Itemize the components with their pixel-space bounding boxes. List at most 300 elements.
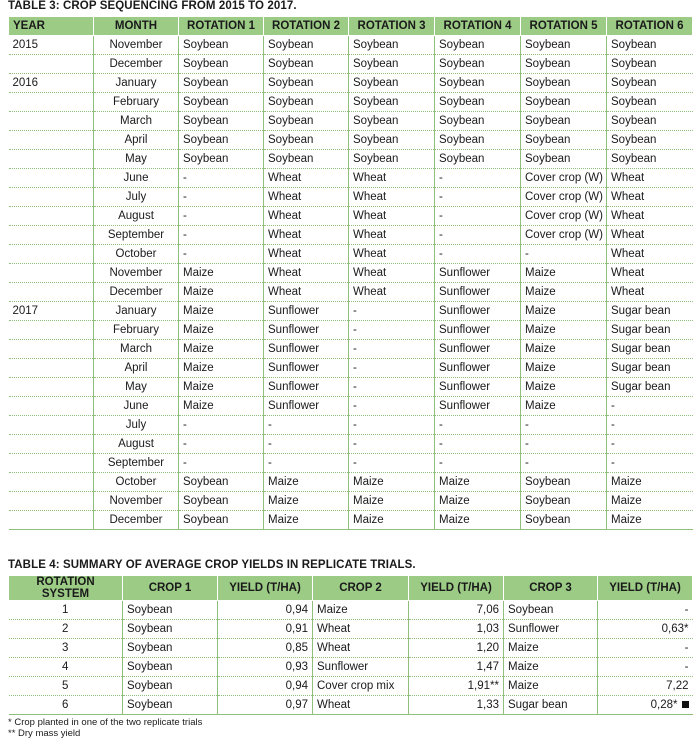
table-cell: Soybean <box>435 150 521 169</box>
table-cell: June <box>94 397 179 416</box>
table-cell: Wheat <box>264 188 349 207</box>
table-cell <box>504 658 598 677</box>
crop-yields-table <box>8 575 693 715</box>
table-cell: Maize <box>179 359 264 378</box>
table-cell: Wheat <box>607 169 693 188</box>
table-cell: - <box>607 416 693 435</box>
table-cell: Soybean <box>349 131 435 150</box>
cell-value: Soybean <box>127 661 173 673</box>
table-cell: - <box>349 302 435 321</box>
table-cell <box>9 188 94 207</box>
table-cell: - <box>264 454 349 473</box>
table-cell: Soybean <box>521 492 607 511</box>
table-cell: June <box>94 169 179 188</box>
cell-value: 5 <box>62 680 69 692</box>
table-cell: Sunflower <box>264 321 349 340</box>
table-cell <box>9 639 123 658</box>
table-cell: - <box>435 454 521 473</box>
column-header: YIELD (T/HA) <box>218 576 313 601</box>
table-cell: March <box>94 112 179 131</box>
table-cell: Wheat <box>264 226 349 245</box>
table-cell: Soybean <box>607 150 693 169</box>
table-cell <box>123 658 218 677</box>
cell-value: Sugar bean <box>508 699 568 711</box>
table-row <box>9 340 693 359</box>
table-cell: Soybean <box>179 150 264 169</box>
table-cell: March <box>94 340 179 359</box>
cell-value: 3 <box>62 642 69 654</box>
table-cell: Maize <box>521 397 607 416</box>
table-cell <box>598 696 693 715</box>
table-cell: Soybean <box>521 131 607 150</box>
cell-value: 1,91** <box>467 680 499 692</box>
table-cell <box>218 620 313 639</box>
table-cell: Maize <box>521 264 607 283</box>
table-cell: January <box>94 302 179 321</box>
table-cell <box>9 131 94 150</box>
table-cell: Sunflower <box>435 264 521 283</box>
table-row <box>9 696 693 715</box>
table-cell: Soybean <box>521 93 607 112</box>
table-cell: Soybean <box>607 93 693 112</box>
table-cell: - <box>264 435 349 454</box>
table-cell: - <box>179 454 264 473</box>
table-cell: Soybean <box>264 131 349 150</box>
table-cell: - <box>607 397 693 416</box>
table-row <box>9 93 693 112</box>
table-cell: Maize <box>264 473 349 492</box>
table-cell <box>9 378 94 397</box>
table-row <box>9 321 693 340</box>
table-cell <box>9 416 94 435</box>
table-cell: Maize <box>264 511 349 530</box>
table-row <box>9 169 693 188</box>
table-cell: August <box>94 435 179 454</box>
table-cell: Wheat <box>264 264 349 283</box>
table-row <box>9 677 693 696</box>
cell-value: 1,33 <box>476 699 499 711</box>
table-cell: Maize <box>521 283 607 302</box>
table-cell: Maize <box>607 511 693 530</box>
table-cell <box>313 639 409 658</box>
table-cell <box>9 93 94 112</box>
table-cell: Soybean <box>521 112 607 131</box>
table-3-caption: TABLE 3: CROP SEQUENCING FROM 2015 TO 2017. <box>8 0 297 12</box>
table-cell: Wheat <box>349 264 435 283</box>
cell-value: Maize <box>508 680 539 692</box>
table-cell <box>598 658 693 677</box>
table-cell <box>598 677 693 696</box>
table-cell: Maize <box>521 340 607 359</box>
table-cell <box>313 677 409 696</box>
table-cell <box>9 397 94 416</box>
table-cell: 2015 <box>9 36 94 55</box>
cell-value: - <box>684 604 689 616</box>
table-cell <box>9 226 94 245</box>
cell-value: 6 <box>62 699 69 711</box>
cell-value: 0,97 <box>285 699 308 711</box>
table-row <box>9 131 693 150</box>
table-cell: Wheat <box>349 169 435 188</box>
table-row <box>9 283 693 302</box>
table-cell: December <box>94 55 179 74</box>
table-cell <box>9 264 94 283</box>
table-cell: Soybean <box>435 55 521 74</box>
table-cell: Soybean <box>179 131 264 150</box>
table-cell: Sunflower <box>435 378 521 397</box>
table-cell: Maize <box>179 283 264 302</box>
cell-value: 1 <box>62 604 69 616</box>
cell-value: Sunflower <box>508 623 560 635</box>
table-cell: - <box>179 435 264 454</box>
table-cell: October <box>94 245 179 264</box>
column-header: CROP 2 <box>313 576 409 601</box>
footnote: ** Dry mass yield <box>8 728 81 739</box>
table-row <box>9 492 693 511</box>
table-cell: Soybean <box>607 36 693 55</box>
table-cell: Soybean <box>179 473 264 492</box>
table-cell: Wheat <box>607 245 693 264</box>
table-cell: Sugar bean <box>607 340 693 359</box>
table-cell: Wheat <box>607 207 693 226</box>
column-header: ROTATION 4 <box>435 17 521 36</box>
table-cell: Sunflower <box>435 302 521 321</box>
table-cell: - <box>521 416 607 435</box>
table-row <box>9 620 693 639</box>
table-row <box>9 473 693 492</box>
cell-value: 0,94 <box>285 604 308 616</box>
column-header: ROTATION 6 <box>607 17 693 36</box>
table-cell: Soybean <box>179 93 264 112</box>
table-cell: Soybean <box>435 74 521 93</box>
table-cell: - <box>435 416 521 435</box>
table-cell: Maize <box>435 511 521 530</box>
table-cell: Soybean <box>521 74 607 93</box>
table-cell: Maize <box>179 397 264 416</box>
table-cell: Soybean <box>349 55 435 74</box>
cell-value: Maize <box>508 661 539 673</box>
table-cell: - <box>349 378 435 397</box>
table-cell <box>9 245 94 264</box>
table-cell: Soybean <box>435 131 521 150</box>
table-cell: January <box>94 74 179 93</box>
table-cell <box>9 340 94 359</box>
table-cell: Maize <box>349 492 435 511</box>
table-cell <box>409 677 504 696</box>
table-row <box>9 658 693 677</box>
table-cell <box>9 511 94 530</box>
table-cell: Maize <box>521 359 607 378</box>
table-cell <box>504 601 598 620</box>
table-cell: Cover crop (W) <box>521 226 607 245</box>
table-cell: Soybean <box>179 55 264 74</box>
table-cell: Wheat <box>607 264 693 283</box>
table-cell: - <box>521 245 607 264</box>
table-cell: - <box>435 207 521 226</box>
table-row <box>9 416 693 435</box>
cell-value: Wheat <box>317 623 351 635</box>
table-row <box>9 55 693 74</box>
table-cell: May <box>94 378 179 397</box>
table-cell: Soybean <box>435 93 521 112</box>
table-cell: Soybean <box>349 36 435 55</box>
column-header: ROTATION 3 <box>349 17 435 36</box>
table-cell <box>313 696 409 715</box>
column-header: ROTATION 2 <box>264 17 349 36</box>
table-cell <box>123 696 218 715</box>
table-row <box>9 511 693 530</box>
table-cell: Soybean <box>521 150 607 169</box>
table-cell <box>9 473 94 492</box>
table-row <box>9 188 693 207</box>
table-cell <box>598 620 693 639</box>
table-cell: Soybean <box>435 36 521 55</box>
table-cell: Soybean <box>179 36 264 55</box>
table-cell <box>313 601 409 620</box>
table-cell: Soybean <box>607 74 693 93</box>
table-cell: - <box>349 416 435 435</box>
cell-value: Soybean <box>127 699 173 711</box>
table-cell: Soybean <box>179 492 264 511</box>
table-cell: Wheat <box>349 207 435 226</box>
table-cell <box>123 677 218 696</box>
table-cell <box>218 658 313 677</box>
table-cell: Soybean <box>264 112 349 131</box>
table-header-row <box>9 17 693 36</box>
table-cell: - <box>435 245 521 264</box>
table-cell: Maize <box>435 492 521 511</box>
table-cell: February <box>94 93 179 112</box>
table-cell: Maize <box>607 492 693 511</box>
table-cell: September <box>94 454 179 473</box>
table-row <box>9 207 693 226</box>
table-cell: Soybean <box>264 74 349 93</box>
table-cell: December <box>94 283 179 302</box>
table-cell: October <box>94 473 179 492</box>
table-cell <box>504 639 598 658</box>
table-cell: Maize <box>264 492 349 511</box>
column-header: CROP 1 <box>123 576 218 601</box>
table-cell: December <box>94 511 179 530</box>
table-cell: - <box>435 169 521 188</box>
table-cell <box>218 639 313 658</box>
table-cell <box>313 658 409 677</box>
table-cell: Soybean <box>179 112 264 131</box>
table-cell: - <box>179 245 264 264</box>
table-row <box>9 601 693 620</box>
square-marker-icon <box>682 701 689 708</box>
table-cell: Sunflower <box>435 340 521 359</box>
table-cell: Sunflower <box>264 378 349 397</box>
table-cell: Maize <box>521 302 607 321</box>
table-cell: - <box>349 454 435 473</box>
cell-value: Wheat <box>317 642 351 654</box>
crop-sequencing-table <box>8 16 693 530</box>
table-cell: 2016 <box>9 74 94 93</box>
table-cell: Maize <box>179 340 264 359</box>
table-4-caption: TABLE 4: SUMMARY OF AVERAGE CROP YIELDS IN REPLICATE TRIALS. <box>8 559 416 571</box>
table-cell: - <box>179 207 264 226</box>
cell-value: 1,20 <box>476 642 499 654</box>
table-cell: - <box>349 435 435 454</box>
cell-value: Maize <box>508 642 539 654</box>
cell-value: Soybean <box>127 604 173 616</box>
table-cell <box>9 169 94 188</box>
table-cell <box>9 492 94 511</box>
table-cell: - <box>349 321 435 340</box>
table-cell <box>504 620 598 639</box>
table-cell: Cover crop (W) <box>521 207 607 226</box>
table-cell: - <box>179 416 264 435</box>
column-header: YIELD (T/HA) <box>598 576 693 601</box>
table-row <box>9 435 693 454</box>
table-cell: Soybean <box>264 36 349 55</box>
table-cell <box>9 150 94 169</box>
cell-value: 7,22 <box>666 680 689 692</box>
table-cell <box>218 601 313 620</box>
table-cell: Soybean <box>264 55 349 74</box>
cell-value: 7,06 <box>476 604 499 616</box>
table-cell: September <box>94 226 179 245</box>
table-cell: Soybean <box>179 511 264 530</box>
table-cell: July <box>94 416 179 435</box>
table-cell <box>9 435 94 454</box>
column-header: ROTATION 1 <box>179 17 264 36</box>
table-cell <box>218 696 313 715</box>
column-header: CROP 3 <box>504 576 598 601</box>
table-row <box>9 639 693 658</box>
table-cell: Soybean <box>264 150 349 169</box>
table-cell: Soybean <box>607 112 693 131</box>
cell-value: 4 <box>62 661 69 673</box>
cell-value: 0,94 <box>285 680 308 692</box>
cell-value: 0,93 <box>285 661 308 673</box>
cell-value: Cover crop mix <box>317 680 395 692</box>
table-cell: Cover crop (W) <box>521 188 607 207</box>
table-cell: Soybean <box>521 55 607 74</box>
table-cell <box>9 112 94 131</box>
table-cell: Maize <box>179 378 264 397</box>
cell-value: 0,85 <box>285 642 308 654</box>
table-row <box>9 150 693 169</box>
cell-value: - <box>684 661 689 673</box>
table-cell <box>313 620 409 639</box>
cell-value: Soybean <box>127 642 173 654</box>
table-cell: Maize <box>607 473 693 492</box>
table-cell <box>123 639 218 658</box>
cell-value: Sunflower <box>317 661 369 673</box>
table-cell <box>9 55 94 74</box>
table-cell: Soybean <box>607 55 693 74</box>
table-cell: - <box>349 340 435 359</box>
table-cell: Sugar bean <box>607 321 693 340</box>
table-cell: Maize <box>521 321 607 340</box>
table-cell: - <box>435 226 521 245</box>
cell-value: 0,91 <box>285 623 308 635</box>
table-cell: July <box>94 188 179 207</box>
table-cell: August <box>94 207 179 226</box>
cell-value: 2 <box>62 623 69 635</box>
table-cell: Sugar bean <box>607 302 693 321</box>
table-row <box>9 378 693 397</box>
table-cell: Wheat <box>264 245 349 264</box>
column-header: YIELD (T/HA) <box>409 576 504 601</box>
table-cell: Sunflower <box>264 340 349 359</box>
table-cell: November <box>94 492 179 511</box>
cell-value: 1,47 <box>476 661 499 673</box>
table-cell: Wheat <box>349 226 435 245</box>
table-cell: Maize <box>179 302 264 321</box>
table-cell: - <box>179 188 264 207</box>
table-cell: Wheat <box>607 188 693 207</box>
cell-value: Soybean <box>508 604 554 616</box>
table-cell <box>9 283 94 302</box>
table-cell <box>9 454 94 473</box>
table-cell: Soybean <box>521 511 607 530</box>
table-cell: - <box>607 435 693 454</box>
table-cell <box>9 601 123 620</box>
table-cell: - <box>435 188 521 207</box>
table-cell: Sunflower <box>435 397 521 416</box>
table-cell: Soybean <box>349 112 435 131</box>
table-cell: Soybean <box>264 93 349 112</box>
table-cell <box>409 696 504 715</box>
table-cell: Maize <box>349 511 435 530</box>
table-cell: November <box>94 36 179 55</box>
table-cell: Soybean <box>521 473 607 492</box>
table-cell: Sunflower <box>264 302 349 321</box>
table-cell: - <box>521 454 607 473</box>
table-cell: Soybean <box>349 93 435 112</box>
table-cell: - <box>349 397 435 416</box>
table-cell: Wheat <box>264 207 349 226</box>
table-cell: Soybean <box>349 150 435 169</box>
cell-value: 0,63* <box>661 623 689 635</box>
table-row <box>9 226 693 245</box>
table-cell: - <box>179 169 264 188</box>
column-header: MONTH <box>94 17 179 36</box>
table-cell: - <box>349 359 435 378</box>
table-row <box>9 112 693 131</box>
table-cell: Soybean <box>435 112 521 131</box>
table-cell: Wheat <box>349 245 435 264</box>
table-cell: Maize <box>179 264 264 283</box>
table-cell <box>123 601 218 620</box>
table-cell: Soybean <box>179 74 264 93</box>
table-cell: Soybean <box>607 131 693 150</box>
table-cell <box>9 207 94 226</box>
table-cell: Wheat <box>349 283 435 302</box>
table-cell: Wheat <box>264 283 349 302</box>
table-cell: Maize <box>521 378 607 397</box>
table-cell <box>409 639 504 658</box>
table-cell: Cover crop (W) <box>521 169 607 188</box>
table-cell <box>504 677 598 696</box>
cell-value: 0,28* <box>650 699 678 711</box>
table-cell: Sunflower <box>435 321 521 340</box>
table-cell <box>123 620 218 639</box>
column-header: ROTATION SYSTEM <box>9 576 123 601</box>
table-cell: May <box>94 150 179 169</box>
table-cell: Soybean <box>349 74 435 93</box>
table-cell <box>409 620 504 639</box>
table-cell: - <box>607 454 693 473</box>
table-cell: 2017 <box>9 302 94 321</box>
table-row <box>9 245 693 264</box>
table-row <box>9 264 693 283</box>
table-cell: - <box>264 416 349 435</box>
table-cell: Sunflower <box>264 397 349 416</box>
